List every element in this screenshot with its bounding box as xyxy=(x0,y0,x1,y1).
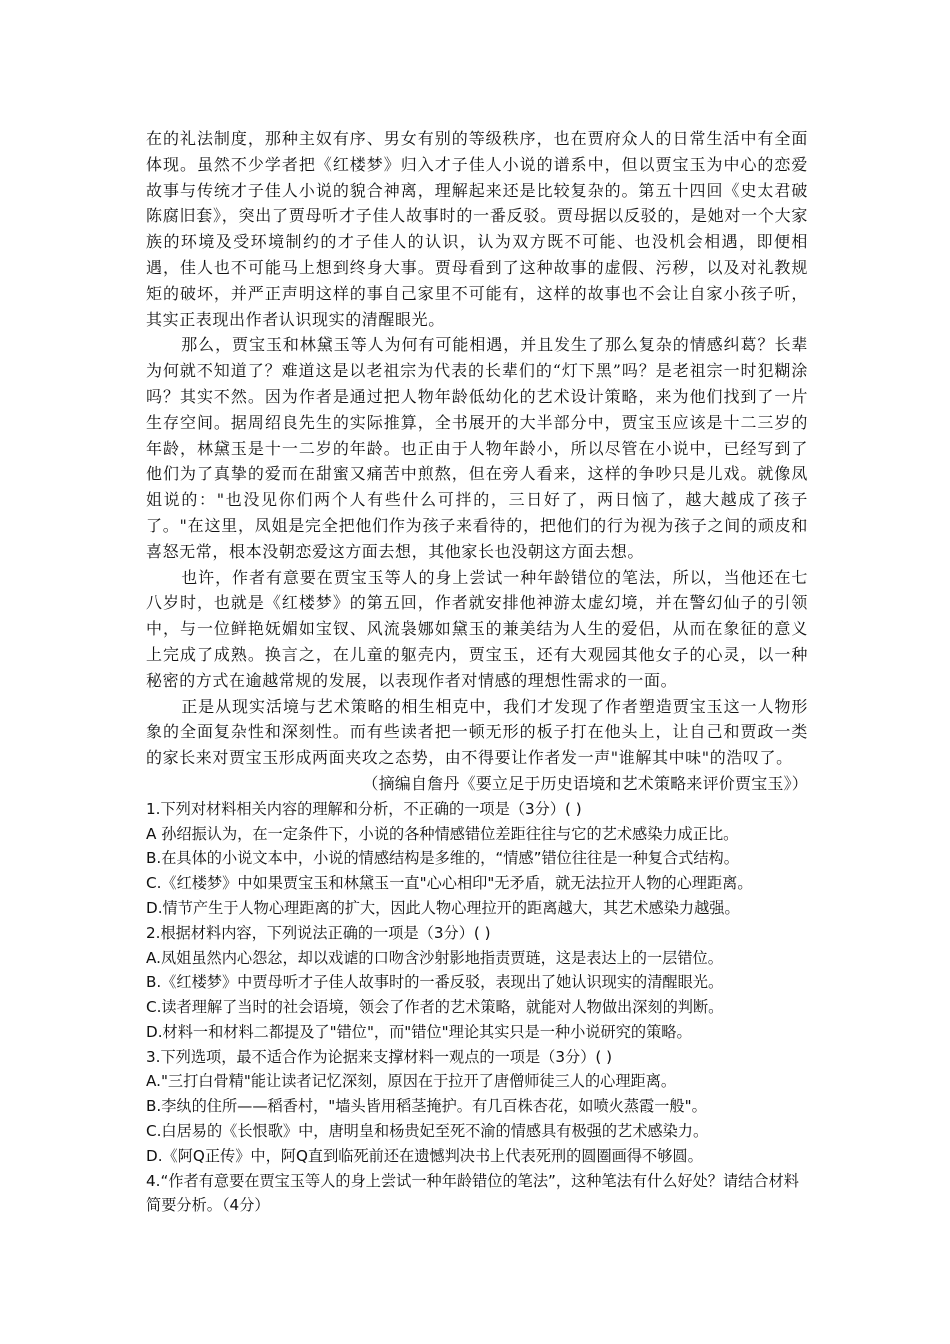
reading-passage xyxy=(146,126,808,1218)
question-2-option-c: C.读者理解了当时的社会语境，领会了作者的艺术策略，就能对人物做出深刻的判断。 xyxy=(146,998,724,1017)
passage-paragraph-2: 那么，贾宝玉和林黛玉等人为何有可能相遇，并且发生了那么复杂的情感纠葛？长辈为何就不知道了？难道这是以老祖宗为代表的长辈们的“灯下黑”吗？是老祖宗一时犯糊涂吗？其实不然。因为作者是通过把人物年龄低幼化的艺术设计策略，来为他们找到了一片生存空间。据周绍良先生的实际推算，全书展开的大半部分中，贾宝玉应该是十二三岁的年龄，林黛玉是十一二岁的年龄。也正由于人物年龄小，所以尽管在小说中，已经写到了他们为了真挚的爱而在甜蜜又痛苦中煎熬，但在旁人看来，这样的争吵只是儿戏。就像凤姐说的："也没见你们两个人有些什么可拌的，三日好了，两日恼了，越大越成了孩子了。"在这里，凤姐是完全把他们作为孩子来看待的，把他们的行为视为孩子之间的顽皮和喜怒无常，根本没朝恋爱这方面去想，其他家长也没朝这方面去想。 xyxy=(146,335,808,561)
question-3-option-c: C.白居易的《长恨歌》中，唐明皇和杨贵妃至死不渝的情感具有极强的艺术感染力。 xyxy=(146,1122,709,1141)
question-2 xyxy=(146,921,808,1045)
question-1-option-b: B.在具体的小说文本中，小说的情感结构是多维的，“情感”错位往往是一种复合式结构。 xyxy=(146,849,739,868)
question-1-option-d: D.情节产生于人物心理距离的扩大，因此人物心理拉开的距离越大，其艺术感染力越强。 xyxy=(146,898,740,917)
passage-source: （摘编自詹丹《要立足于历史语境和艺术策略来评价贾宝玉》） xyxy=(362,773,808,793)
question-3-option-b: B.李纨的住所——稻香村，"墙头皆用稻茎掩护。有几百株杏花，如喷火蒸霞一般"。 xyxy=(146,1097,707,1116)
question-2-stem: 2.根据材料内容，下列说法正确的一项是（3分）( ) xyxy=(146,923,491,942)
question-4 xyxy=(146,1169,808,1219)
question-2-option-a: A.凤姐虽然内心怨忿，却以戏谑的口吻含沙射影地指责贾琏，这是表达上的一层错位。 xyxy=(146,948,723,967)
question-3 xyxy=(146,1045,808,1169)
question-1-stem: 1.下列对材料相关内容的理解和分析，不正确的一项是（3分）( ) xyxy=(146,799,582,818)
passage-paragraph-3: 也许，作者有意要在贾宝玉等人的身上尝试一种年龄错位的笔法，所以，当他还在七八岁时，也就是《红楼梦》的第五回，作者就安排他神游太虚幻境，并在警幻仙子的引领中，与一位鲜艳妩媚如宝钗、风流袅娜如黛玉的兼美结为人生的爱侣，从而在象征的意义上完成了成熟。换言之，在儿童的躯壳内，贾宝玉，还有大观园其他女子的心灵，以一种秘密的方式在逾越常规的发展，以表现作者对情感的理想性需求的一面。 xyxy=(146,567,808,690)
passage-paragraph-1: 在的礼法制度，那种主奴有序、男女有别的等级秩序，也在贾府众人的日常生活中有全面体现。虽然不少学者把《红楼梦》归入才子佳人小说的谱系中，但以贾宝玉为中心的恋爱故事与传统才子佳人小说的貌合神离，理解起来还是比较复杂的。第五十四回《史太君破陈腐旧套》，突出了贾母听才子佳人故事时的一番反驳。贾母据以反驳的，是她对一个大家族的环境及受环境制约的才子佳人的认识，认为双方既不可能、也没机会相遇，即便相遇，佳人也不可能马上想到终身大事。贾母看到了这种故事的虚假、污秽，以及对礼教规矩的破坏，并严正声明这样的事自己家里不可能有，这样的故事也不会让自家小孩子听，其实正表现出作者认识现实的清醒眼光。 xyxy=(146,129,808,329)
question-1 xyxy=(146,797,808,921)
passage-paragraph-4: 正是从现实活境与艺术策略的相生相克中，我们才发现了作者塑造贾宝玉这一人物形象的全面复杂性和深刻性。而有些读者把一顿无形的板子打在他头上，让自己和贾政一类的家长来对贾宝玉形成两面夹攻之态势，由不得要让作者发一声"谁解其中味"的浩叹了。 xyxy=(146,696,808,768)
question-1-option-a: A 孙绍振认为，在一定条件下，小说的各种情感错位差距往往与它的艺术感染力成正比。 xyxy=(146,824,739,843)
question-4-stem: 4.“作者有意要在贾宝玉等人的身上尝试一种年龄错位的笔法”，这种笔法有什么好处？请结合材料简要分析。（4分） xyxy=(146,1171,799,1215)
question-3-option-d: D.《阿Q正传》中，阿Q直到临死前还在遗憾判决书上代表死刑的圆圈画得不够圆。 xyxy=(146,1146,703,1165)
question-3-stem: 3.下列选项，最不适合作为论据来支撑材料一观点的一项是（3分）( ) xyxy=(146,1047,613,1066)
question-3-option-a: A."三打白骨精"能让读者记忆深刻，原因在于拉开了唐僧师徒三人的心理距离。 xyxy=(146,1072,677,1091)
question-2-option-d: D.材料一和材料二都提及了"错位"，而"错位"理论其实只是一种小说研究的策略。 xyxy=(146,1022,692,1041)
question-2-option-b: B.《红楼梦》中贾母听才子佳人故事时的一番反驳，表现出了她认识现实的清醒眼光。 xyxy=(146,973,724,992)
question-1-option-c: C.《红楼梦》中如果贾宝玉和林黛玉一直"心心相印"无矛盾，就无法拉开人物的心理距离。 xyxy=(146,874,753,893)
